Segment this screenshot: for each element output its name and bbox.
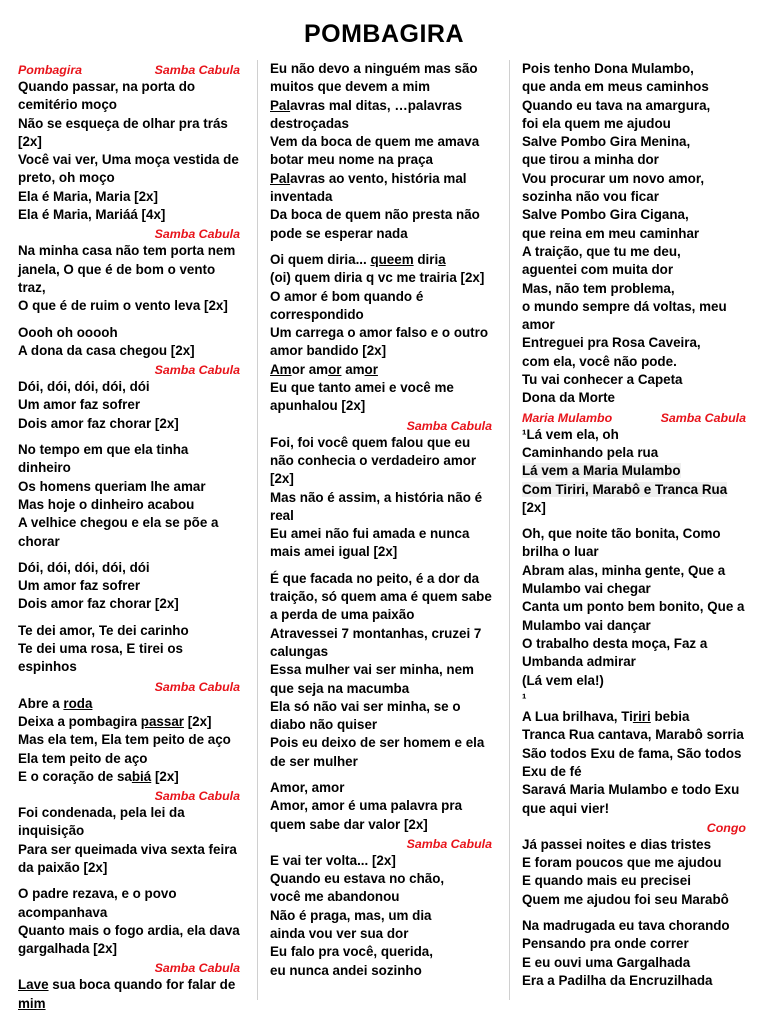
- lyric-line: Essa mulher vai ser minha, nem que seja na macumba: [270, 662, 474, 696]
- lyric-line: Pensando pra onde correr: [522, 936, 689, 952]
- lyric-line: E foram poucos que me ajudou: [522, 855, 722, 871]
- lyric-line: ainda vou ver sua dor: [270, 926, 409, 942]
- lyric-line: Quem me ajudou foi seu Marabô: [522, 891, 729, 907]
- verse: [522, 836, 750, 909]
- lyric-line: você me abandonou: [270, 889, 400, 905]
- verse: ¹Lá vem ela, oh Caminhando pela rua Lá vem a Maria Mulambo Com Tiriri, Marabô e Tranca Rua [2x]: [522, 426, 728, 515]
- song-header: [18, 62, 244, 78]
- lyric-line: Oh, que noite tão bonita, Como brilha o luar: [522, 526, 721, 560]
- page-title: POMBAGIRA: [303, 20, 465, 48]
- column-2: [270, 60, 496, 980]
- verse: Oi quem diria... queem diria (oi) quem diria q vc me trairia [2x] O amor é bom quando é correspondido Um carrega o amor falso e o outro amor bandido [2x] Amor amor amor Eu que tanto amei e você me apunhalou [2x]: [270, 251, 496, 416]
- verse: [18, 804, 244, 877]
- lyric-line: É que facada no peito, é a dor da traição, só quem ama é quem sabe a perda de uma paixão: [270, 570, 492, 623]
- lyric-line: Quando eu estava no chão,: [270, 871, 445, 887]
- lyric-line: Ela é Maria, Maria [2x]: [18, 188, 158, 204]
- lyric-line: Quanto mais o fogo ardia, ela dava gargalhada [2x]: [18, 922, 240, 957]
- lyric-line: Vou procurar um novo amor,: [522, 170, 705, 186]
- lyric-line: Já passei noites e dias tristes: [522, 836, 712, 852]
- rhythm-tag: Samba Cabula: [154, 63, 240, 77]
- verse: [18, 622, 244, 677]
- rhythm-tag: Samba Cabula: [154, 961, 240, 976]
- rhythm-tag: Samba Cabula: [406, 418, 492, 433]
- lyric-line: Atravessei 7 montanhas, cruzei 7 calungas: [270, 625, 482, 659]
- lyric-line: Para ser queimada viva sexta feira da paixão [2x]: [18, 841, 237, 875]
- rhythm-tag: Samba Cabula: [154, 679, 240, 694]
- lyric-line: Dona da Morte: [522, 390, 615, 406]
- lyric-line: E quando mais eu precisei: [522, 873, 691, 889]
- verse: [18, 242, 244, 315]
- verse: Eu não devo a ninguém mas são muitos que devem a mim Palavras mal ditas, …palavras destroçadas Vem da boca de quem me amava botar meu nome na praça Palavras ao vento, história mal inventada Da boca de quem não presta não pode se esperar nada: [270, 60, 496, 243]
- column-divider: [257, 60, 258, 1000]
- lyric-line: No tempo em que ela tinha dinheiro: [18, 442, 189, 476]
- lyric-line: botar meu nome na praça: [270, 152, 433, 168]
- lyric-line: A traição, que tu me deu,: [522, 243, 681, 259]
- lyric-line: Eu amei não fui amada e nunca mais amei igual [2x]: [270, 526, 470, 560]
- verse: [270, 852, 496, 980]
- verse: [270, 779, 496, 834]
- lyric-line: Oooh oh ooooh: [18, 324, 118, 340]
- lyric-line: aguentei com muita dor: [522, 262, 674, 278]
- lyric-line: Eu não devo a ninguém mas são muitos que devem a mim: [270, 61, 478, 95]
- lyric-line: Dois amor faz chorar [2x]: [18, 415, 179, 431]
- lyric-line: Eu que tanto amei e você me apunhalou [2x]: [270, 380, 454, 414]
- verse: Lave sua boca quando for falar de mim: [18, 977, 236, 1011]
- verse: A Lua brilhava, Tiriri bebia Tranca Rua cantava, Marabô sorria São todos Exu de fama, São todos Exu de fé Saravá Maria Mulambo e todo Exu que aqui vier!: [522, 708, 750, 818]
- lyric-line: (oi) quem diria q vc me trairia [2x]: [270, 270, 485, 286]
- verse: [522, 60, 750, 408]
- lyric-line: Tranca Rua cantava, Marabô sorria: [522, 727, 744, 743]
- lyric-line: Abram alas, minha gente, Que a Mulambo vai chegar: [522, 562, 726, 597]
- lyric-line: Dói, dói, dói, dói, dói: [18, 379, 150, 395]
- lyric-line: Te dei amor, Te dei carinho: [18, 622, 189, 638]
- rhythm-tag: Samba Cabula: [154, 227, 240, 242]
- lyric-line: Não se esqueça de olhar pra trás [2x]: [18, 115, 228, 149]
- verse: Abre a roda Deixa a pombagira passar [2x] Mas ela tem, Ela tem peito de aço Ela tem peito de aço E o coração de sabiá [2x]: [18, 695, 231, 784]
- verse: [18, 559, 244, 614]
- lyric-line: Ela só não vai ser minha, se o diabo não quiser: [270, 698, 461, 733]
- lyric-line: Um amor faz sofrer: [18, 397, 141, 413]
- lyric-line: E vai ter volta... [2x]: [270, 852, 396, 868]
- lyric-line: Ela é Maria, Mariáá [4x]: [18, 207, 166, 223]
- lyric-line: Os homens queriam lhe amar: [18, 478, 206, 494]
- column-divider: [509, 60, 510, 1000]
- verse: [522, 525, 750, 708]
- lyric-line: O trabalho desta moça, Faz a Umbanda admirar: [522, 635, 708, 670]
- lyric-line: Não é praga, mas, um dia: [270, 907, 432, 923]
- lyric-line: O padre rezava, e o povo acompanhava: [18, 886, 177, 920]
- lyric-line: Saravá Maria Mulambo e todo Exu que aqui vier!: [522, 782, 740, 816]
- lyric-line: o mundo sempre dá voltas, meu amor: [522, 298, 727, 333]
- lyric-line: sozinha não vou ficar: [522, 189, 659, 205]
- lyric-line: Salve Pombo Gira Cigana,: [522, 207, 689, 223]
- lyric-line: ¹: [522, 690, 527, 706]
- lyric-line: Na madrugada eu tava chorando: [522, 918, 730, 934]
- verse: [18, 378, 244, 433]
- song-name-tag: Pombagira: [18, 63, 83, 77]
- lyric-line: foi ela quem me ajudou: [522, 115, 671, 131]
- song-name-tag: Maria Mulambo: [522, 410, 613, 425]
- lyric-line: Era a Padilha da Encruzilhada: [522, 972, 713, 988]
- lyric-line: que anda em meus caminhos: [522, 79, 709, 95]
- lyric-line: eu nunca andei sozinho: [270, 962, 422, 978]
- rhythm-tag: Samba Cabula: [154, 789, 240, 804]
- lyric-line: Dois amor faz chorar [2x]: [18, 596, 179, 612]
- lyric-line: A velhice chegou e ela se põe a chorar: [18, 515, 219, 549]
- lyric-line: (Lá vem ela!): [522, 672, 604, 688]
- lyric-line: Entreguei pra Rosa Caveira,: [522, 335, 701, 351]
- rhythm-tag: Congo: [706, 820, 746, 835]
- lyric-line: Da boca de quem não presta não pode se esperar nada: [270, 207, 480, 241]
- verse: [270, 434, 496, 562]
- lyric-line: Foi condenada, pela lei da inquisição: [18, 805, 185, 839]
- rhythm-tag: Samba Cabula: [406, 836, 492, 851]
- lyric-line: Quando passar, na porta do cemitério moço: [18, 79, 196, 113]
- lyric-line: Foi, foi você quem falou que eu não conhecia o verdadeiro amor [2x]: [270, 434, 477, 487]
- lyric-line: Vem da boca de quem me amava: [270, 134, 480, 150]
- lyric-line: Um amor faz sofrer: [18, 578, 141, 594]
- lyric-line: E eu ouvi uma Gargalhada: [522, 954, 691, 970]
- lyric-line: Salve Pombo Gira Menina,: [522, 134, 691, 150]
- column-3: [522, 60, 750, 990]
- lyric-line: O que é de ruim o vento leva [2x]: [18, 298, 228, 314]
- verse: [18, 78, 244, 224]
- lyric-line: Amor, amor é uma palavra pra quem sabe dar valor [2x]: [270, 798, 463, 832]
- lyric-line: Pois tenho Dona Mulambo,: [522, 61, 694, 76]
- verse: [18, 885, 244, 958]
- column-1: [18, 60, 244, 1013]
- lyric-line: Eu falo pra você, querida,: [270, 944, 433, 960]
- lyric-line: Te dei uma rosa, E tirei os espinhos: [18, 641, 183, 675]
- rhythm-tag: Samba Cabula: [154, 363, 240, 378]
- verse: [18, 441, 244, 551]
- song-header: [522, 410, 750, 426]
- rhythm-tag: Samba Cabula: [660, 410, 746, 425]
- lyric-line: Canta um ponto bem bonito, Que a Mulambo vai dançar: [522, 599, 745, 633]
- verse: [18, 324, 244, 361]
- lyric-line: Mas não é assim, a história não é real: [270, 489, 483, 523]
- lyric-line: Amor, amor: [270, 779, 345, 795]
- lyric-line: A dona da casa chegou [2x]: [18, 342, 195, 358]
- lyric-line: São todos Exu de fama, São todos Exu de fé: [522, 745, 742, 779]
- verse: [270, 570, 496, 771]
- lyric-line: que reina em meu caminhar: [522, 225, 700, 241]
- lyric-line: Dói, dói, dói, dói, dói: [18, 559, 150, 575]
- lyric-line: Você vai ver, Uma moça vestida de preto, oh moço: [18, 152, 239, 186]
- lyric-line: Pois eu deixo de ser homem e ela de ser mulher: [270, 735, 485, 769]
- lyric-line: Quando eu tava na amargura,: [522, 97, 711, 113]
- lyric-line: Mas, não tem problema,: [522, 280, 675, 296]
- lyric-line: Um carrega o amor falso e o outro amor bandido [2x]: [270, 325, 489, 359]
- lyric-line: O amor é bom quando é correspondido: [270, 288, 424, 322]
- lyric-line: Na minha casa não tem porta nem janela, O que é de bom o vento traz,: [18, 243, 236, 295]
- lyric-line: Tu vai conhecer a Capeta: [522, 372, 683, 388]
- verse: [522, 917, 750, 990]
- lyric-line: com ela, você não pode.: [522, 353, 677, 369]
- lyric-line: Mas hoje o dinheiro acabou: [18, 496, 195, 512]
- lyric-line: que tirou a minha dor: [522, 152, 659, 168]
